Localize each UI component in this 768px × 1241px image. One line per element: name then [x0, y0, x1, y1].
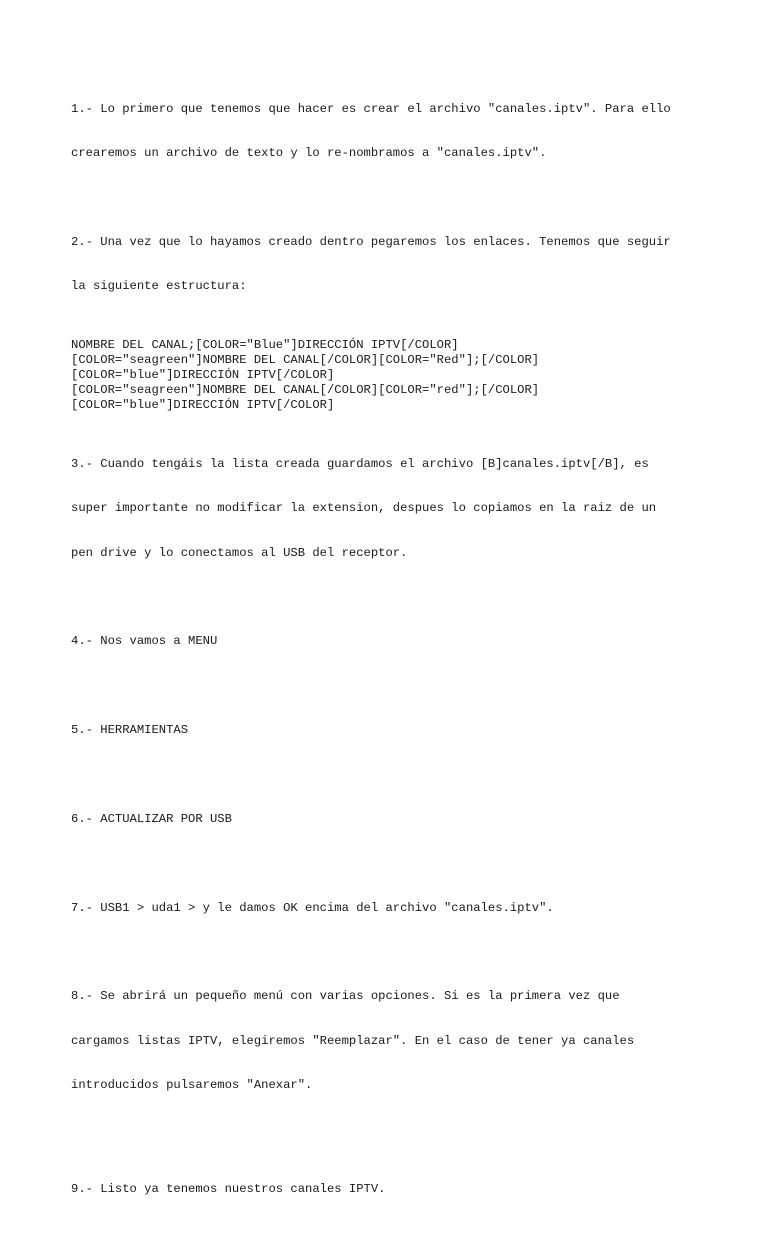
step-1-paragraph — [71, 72, 711, 190]
step-4-paragraph — [71, 605, 711, 679]
text-line: crearemos un archivo de texto y lo re-nombramos a "canales.iptv". — [71, 145, 547, 160]
text-line: 3.- Cuando tengáis la lista creada guardamos el archivo [B]canales.iptv[/B], es — [71, 456, 649, 471]
text-line: 7.- USB1 > uda1 > y le damos OK encima del archivo "canales.iptv". — [71, 900, 554, 915]
text-line: pen drive y lo conectamos al USB del receptor. — [71, 545, 408, 560]
text-line: super importante no modificar la extension, despues lo copiamos en la raiz de un — [71, 501, 657, 516]
text-line: 6.- ACTUALIZAR POR USB — [71, 811, 232, 826]
document-page — [71, 72, 711, 1241]
text-line: 9.- Listo ya tenemos nuestros canales IPTV. — [71, 1181, 386, 1196]
step-2-paragraph — [71, 205, 711, 323]
structure-line: [COLOR="seagreen"]NOMBRE DEL CANAL[/COLOR][COLOR="Red"];[/COLOR] — [71, 353, 540, 368]
structure-example — [71, 338, 711, 412]
step-9-paragraph — [71, 1152, 711, 1226]
step-8-paragraph — [71, 960, 711, 1123]
text-line: cargamos listas IPTV, elegiremos "Reemplazar". En el caso de tener ya canales — [71, 1033, 635, 1048]
text-line: la siguiente estructura: — [71, 279, 247, 294]
text-line: 4.- Nos vamos a MENU — [71, 634, 218, 649]
text-line: 8.- Se abrirá un pequeño menú con varias opciones. Si es la primera vez que — [71, 989, 620, 1004]
step-7-paragraph — [71, 871, 711, 945]
structure-line: [COLOR="blue"]DIRECCIÓN IPTV[/COLOR] — [71, 397, 335, 412]
text-line: introducidos pulsaremos "Anexar". — [71, 1078, 313, 1093]
structure-line: [COLOR="blue"]DIRECCIÓN IPTV[/COLOR] — [71, 367, 335, 382]
text-line: 1.- Lo primero que tenemos que hacer es crear el archivo "canales.iptv". Para ello — [71, 101, 671, 116]
step-5-paragraph — [71, 693, 711, 767]
text-line: 2.- Una vez que lo hayamos creado dentro pegaremos los enlaces. Tenemos que seguir — [71, 234, 671, 249]
structure-line: NOMBRE DEL CANAL;[COLOR="Blue"]DIRECCIÓN IPTV[/COLOR] — [71, 338, 459, 353]
text-line: 5.- HERRAMIENTAS — [71, 723, 189, 738]
step-6-paragraph — [71, 782, 711, 856]
step-3-paragraph — [71, 427, 711, 590]
structure-line: [COLOR="seagreen"]NOMBRE DEL CANAL[/COLOR][COLOR="red"];[/COLOR] — [71, 382, 540, 397]
